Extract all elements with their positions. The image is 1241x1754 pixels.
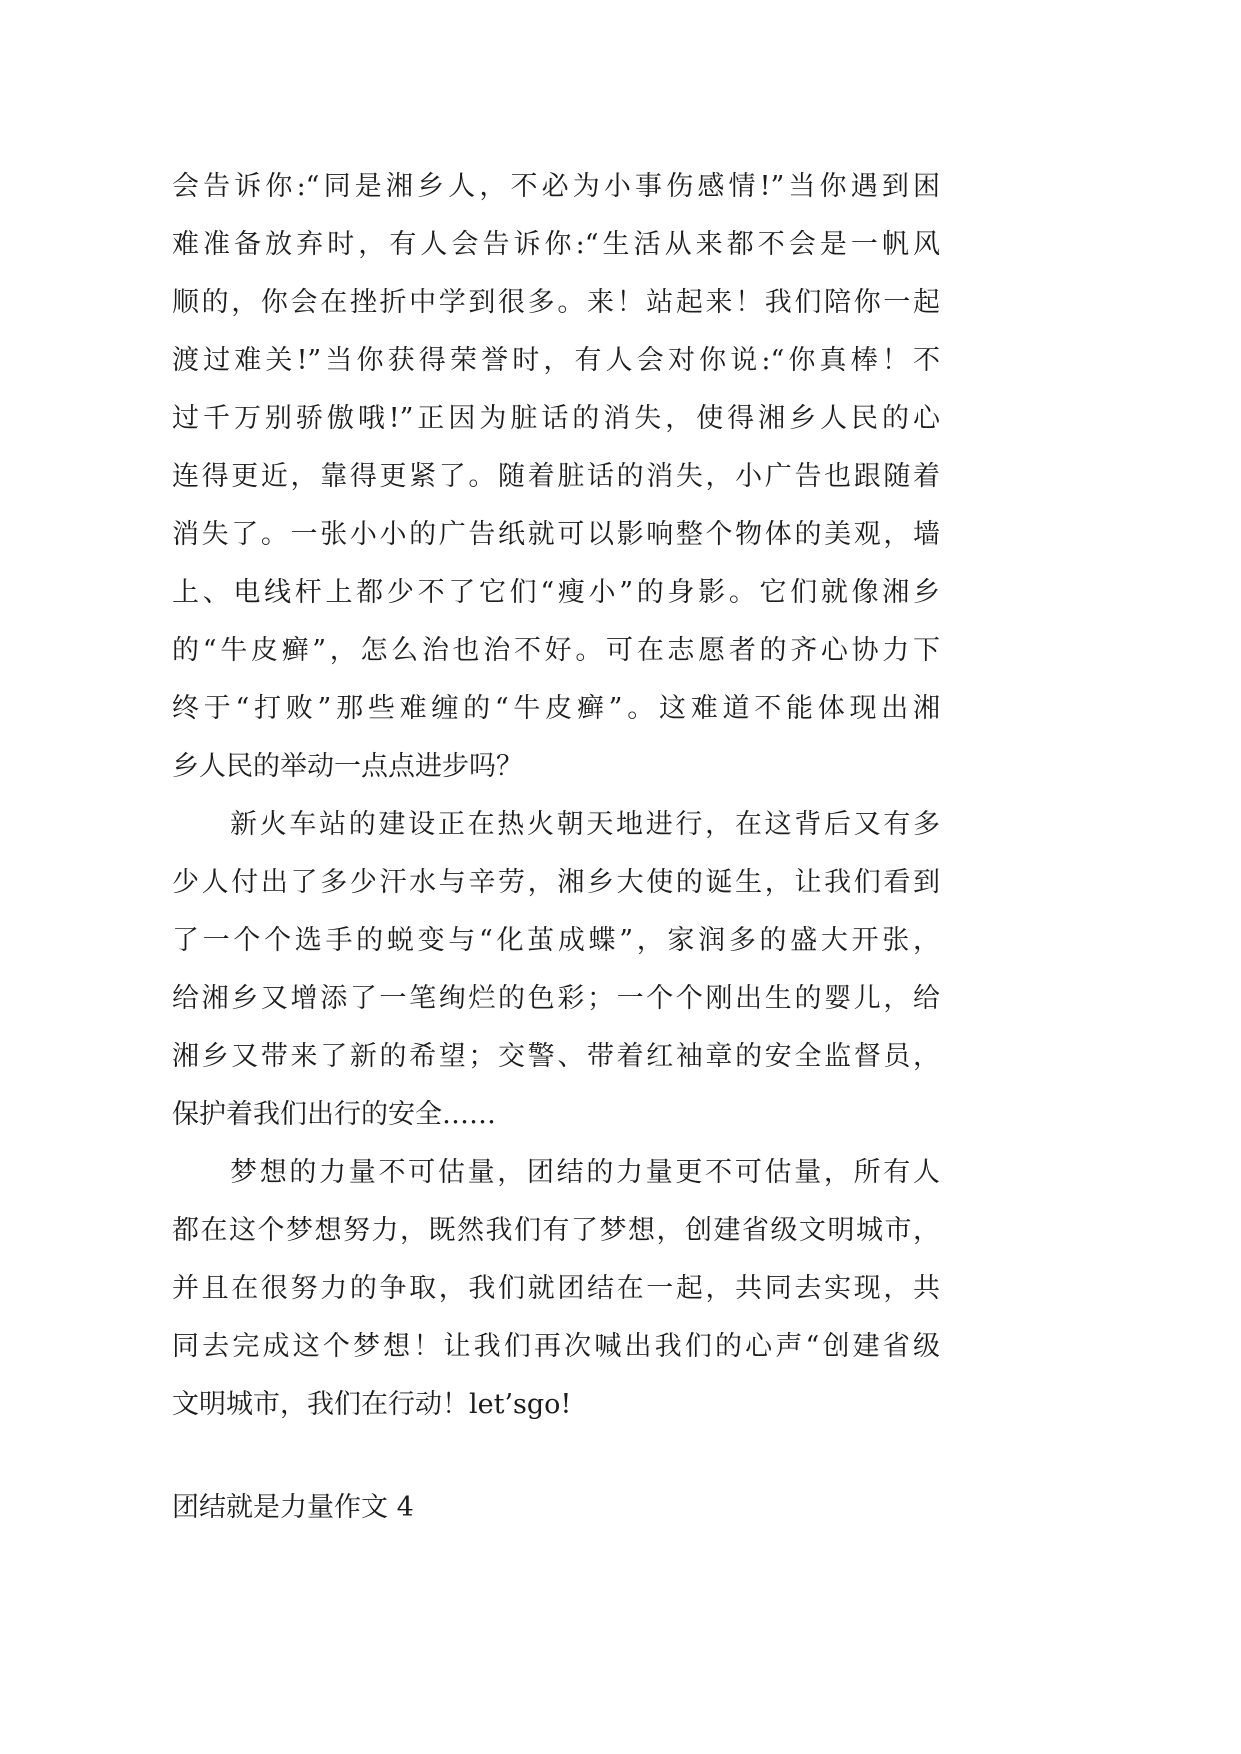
text-line: 给湘乡又增添了一笔绚烂的色彩；一个个刚出生的婴儿，给 [172,983,940,1014]
text-line: 文明城市，我们在行动！let’sgo! [172,1389,572,1420]
text-line: 过千万别骄傲哦!”正因为脏话的消失，使得湘乡人民的心 [172,403,940,434]
text-line: 少人付出了多少汗水与辛劳，湘乡大使的诞生，让我们看到 [172,867,940,898]
section-heading: 团结就是力量作文 4 [172,1492,414,1523]
text-line: 上、电线杆上都少不了它们“瘦小”的身影。它们就像湘乡 [172,577,940,608]
paragraph-1 [172,158,940,796]
text-line: 了一个个选手的蜕变与“化茧成蝶”，家润多的盛大开张， [172,925,940,956]
text-line: 都在这个梦想努力，既然我们有了梦想，创建省级文明城市， [172,1215,940,1246]
text-line: 消失了。一张小小的广告纸就可以影响整个物体的美观，墙 [172,519,940,550]
text-line: 连得更近，靠得更紧了。随着脏话的消失，小广告也跟随着 [172,461,940,492]
text-line: 乡人民的举动一点点进步吗？ [172,751,523,782]
text-line: 顺的，你会在挫折中学到很多。来！站起来！我们陪你一起 [172,287,940,318]
text-line: 湘乡又带来了新的希望；交警、带着红袖章的安全监督员， [172,1041,940,1072]
text-line: 渡过难关!”当你获得荣誉时，有人会对你说:“你真棒！不 [172,345,940,376]
text-line: 会告诉你:“同是湘乡人，不必为小事伤感情!”当你遇到困 [172,171,940,202]
paragraph-3 [172,1144,940,1434]
text-line: 新火车站的建设正在热火朝天地进行，在这背后又有多 [230,809,940,840]
text-line: 难准备放弃时，有人会告诉你:“生活从来都不会是一帆风 [172,229,940,260]
text-line: 并且在很努力的争取，我们就团结在一起，共同去实现，共 [172,1273,940,1304]
text-line: 梦想的力量不可估量，团结的力量更不可估量，所有人 [230,1157,940,1188]
text-line: 同去完成这个梦想！让我们再次喊出我们的心声“创建省级 [172,1331,940,1362]
text-line: 保护着我们出行的安全…… [172,1099,496,1130]
text-line: 终于“打败”那些难缠的“牛皮癣”。这难道不能体现出湘 [172,693,940,724]
text-line: 的“牛皮癣”，怎么治也治不好。可在志愿者的齐心协力下 [172,635,940,666]
document-body [172,158,940,1434]
paragraph-2 [172,796,940,1144]
